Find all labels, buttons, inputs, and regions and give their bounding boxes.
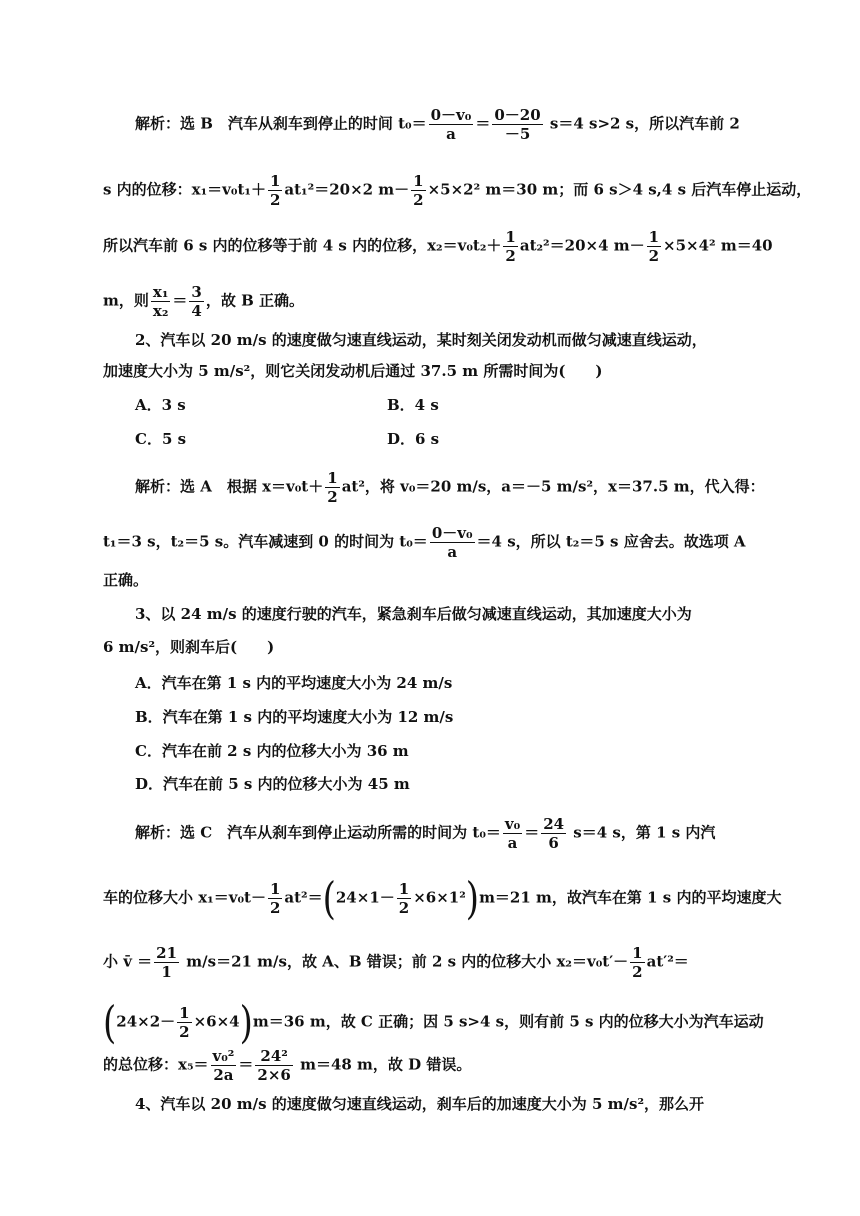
fraction (429, 106, 474, 143)
text: at₂²＝20×4 m－ (519, 236, 645, 255)
fraction (647, 228, 661, 265)
denominator: 2 (413, 191, 424, 209)
fraction (492, 106, 542, 143)
fraction (255, 1047, 292, 1084)
text: 24×1－ (335, 888, 395, 907)
numerator: 3 (191, 283, 202, 301)
numerator: 1 (179, 1004, 190, 1022)
text: 24×2－ (116, 1012, 176, 1031)
numerator: 1 (269, 172, 281, 190)
denominator: a (447, 543, 458, 561)
denominator: 6 (548, 834, 559, 852)
denominator: 2a (213, 1066, 234, 1084)
numerator: x₁ (152, 283, 169, 301)
left-paren: ( (322, 872, 336, 925)
text: m＝21 m，故汽车在第 1 s 内的平均速度大 (479, 888, 782, 907)
fraction (411, 172, 425, 209)
denominator: 2 (632, 963, 643, 981)
option-b: B．汽车在第 1 s 内的平均速度大小为 12 m/s (135, 708, 454, 726)
fraction (430, 524, 475, 561)
left-paren: ( (103, 996, 117, 1049)
text: ＝ (524, 823, 540, 842)
numerator: 1 (398, 880, 410, 898)
text: at′²＝ (646, 952, 689, 971)
denominator: x₂ (152, 302, 169, 320)
fraction (154, 944, 179, 981)
solution-1-line-2 (0, 172, 860, 209)
denominator: 2 (327, 488, 338, 506)
fraction (189, 283, 203, 320)
numerator: 0－v₀ (430, 106, 472, 124)
text: at₁²＝20×2 m－ (284, 180, 410, 199)
denominator: 2 (505, 247, 516, 265)
question-4-line-1: 4、汽车以 20 m/s 的速度做匀速直线运动，刹车后的加速度大小为 5 m/s²，那么开 (135, 1095, 705, 1113)
numerator: 1 (413, 172, 424, 190)
option-d: D．汽车在前 5 s 内的位移大小为 45 m (135, 775, 410, 793)
text: ×5×2² m＝30 m；而 6 s＞4 s,4 s 后汽车停止运动， (427, 180, 812, 199)
numerator: 24 (543, 815, 565, 833)
solution-2-line-2 (0, 524, 860, 561)
text: s＝4 s，第 1 s 内汽 (568, 823, 716, 842)
text: 所以汽车前 6 s 内的位移等于前 4 s 内的位移，x₂＝v₀t₂＋ (103, 236, 502, 255)
option-a: A．汽车在第 1 s 内的平均速度大小为 24 m/s (135, 674, 453, 692)
text: ×6×4 (193, 1012, 240, 1031)
numerator: 1 (505, 228, 516, 246)
denominator: 1 (161, 963, 172, 981)
question-3-line-1: 3、以 24 m/s 的速度行驶的汽车，紧急刹车后做匀减速直线运动，其加速度大小为 (135, 605, 692, 623)
numerator: 21 (156, 944, 178, 962)
right-paren: ) (465, 872, 480, 925)
text: 解析：选 C 汽车从刹车到停止运动所需的时间为 t₀＝ (135, 823, 501, 842)
fraction (177, 1004, 191, 1041)
solution-2-line-3: 正确。 (103, 571, 149, 589)
text: s 内的位移：x₁＝v₀t₁＋ (103, 180, 266, 199)
question-3-line-2: 6 m/s²，则刹车后( ) (103, 638, 275, 656)
fraction (397, 880, 411, 917)
solution-3-line-3 (0, 944, 860, 981)
option-a: A．3 s (135, 396, 186, 414)
numerator: 0－v₀ (431, 524, 473, 542)
denominator: a (507, 834, 518, 852)
denominator: 4 (191, 302, 202, 320)
numerator: v₀ (504, 815, 521, 833)
denominator: 2 (269, 191, 281, 209)
text: 车的位移大小 x₁＝v₀t－ (103, 888, 266, 907)
question-2-line-1: 2、汽车以 20 m/s 的速度做匀速直线运动，某时刻关闭发动机而做匀减速直线运动， (135, 331, 707, 349)
fraction (268, 172, 282, 209)
text: at²，将 v₀＝20 m/s，a＝－5 m/s²，x＝37.5 m，代入得： (341, 477, 765, 496)
denominator: 2 (179, 1023, 190, 1041)
numerator: 1 (327, 469, 338, 487)
text: s＝4 s>2 s，所以汽车前 2 (544, 114, 740, 133)
solution-1-line-3 (0, 228, 860, 265)
text: 解析：选 A 根据 x＝v₀t＋ (135, 477, 324, 496)
denominator: 2 (269, 899, 281, 917)
fraction (541, 815, 566, 852)
question-2-line-2: 加速度大小为 5 m/s²，则它关闭发动机后通过 37.5 m 所需时间为( ) (103, 362, 603, 380)
solution-2-line-1 (0, 469, 860, 506)
text: ＝ (238, 1055, 254, 1074)
option-b: B．4 s (387, 396, 439, 414)
numerator: 1 (269, 880, 281, 898)
denominator: 2×6 (257, 1066, 291, 1084)
text: ＝4 s，所以 t₂＝5 s 应舍去。故选项 A (476, 532, 746, 551)
text: at²＝ (284, 888, 323, 907)
numerator: 24² (255, 1047, 292, 1066)
denominator: 2 (398, 899, 410, 917)
solution-3-line-1 (0, 815, 860, 852)
text: m＝36 m，故 C 正确；因 5 s>4 s，则有前 5 s 内的位移大小为汽车运动 (252, 1012, 764, 1031)
text: 解析：选 B 汽车从刹车到停止的时间 t₀＝ (135, 114, 427, 133)
denominator: 2 (648, 247, 660, 265)
option-d: D．6 s (387, 430, 440, 448)
denominator: －5 (504, 125, 531, 143)
text: t₁＝3 s，t₂＝5 s。汽车减速到 0 的时间为 t₀＝ (103, 532, 428, 551)
denominator: a (446, 125, 456, 143)
fraction (268, 880, 282, 917)
text: m/s＝21 m/s，故 A、B 错误；前 2 s 内的位移大小 x₂＝v₀t′－ (181, 952, 629, 971)
text: ×5×4² m＝40 (663, 236, 773, 255)
numerator: v₀² (212, 1047, 235, 1065)
solution-3-line-4 (0, 996, 860, 1049)
text: ＝ (475, 114, 491, 133)
solution-3-line-5 (0, 1047, 860, 1084)
solution-1-line-1 (0, 106, 860, 143)
fraction (503, 228, 517, 265)
fraction (325, 469, 339, 506)
fraction (151, 283, 171, 320)
text: m，则 (103, 291, 149, 310)
text: m＝48 m，故 D 错误。 (294, 1055, 472, 1074)
text: 小 v̄ ＝ (103, 952, 153, 971)
numerator: 1 (632, 944, 643, 962)
text: ＝ (172, 291, 188, 310)
fraction (211, 1047, 237, 1084)
option-c: C．5 s (135, 430, 187, 448)
text: ，故 B 正确。 (205, 291, 304, 310)
solution-3-line-2 (0, 872, 860, 925)
fraction (503, 815, 522, 852)
option-c: C．汽车在前 2 s 内的位移大小为 36 m (135, 742, 409, 760)
text: ×6×1² (413, 888, 466, 907)
fraction (630, 944, 644, 981)
right-paren: ) (239, 996, 253, 1049)
solution-1-line-4 (0, 283, 860, 320)
numerator: 0－20 (494, 106, 541, 124)
numerator: 1 (648, 228, 660, 246)
text: 的总位移：x₅＝ (103, 1055, 209, 1074)
